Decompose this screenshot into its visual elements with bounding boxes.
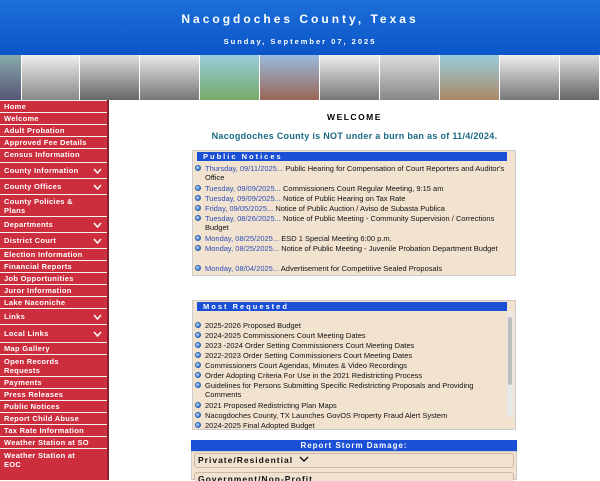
requested-item[interactable]: 2022-2023 Order Setting Commissioners Court Meeting Dates xyxy=(193,351,507,360)
banner-photo xyxy=(560,55,600,100)
notice-text: Notice of Public Auction / Aviso de Subasta Publica xyxy=(275,204,445,213)
most-requested-title: Most Requested xyxy=(197,302,507,311)
banner-photo xyxy=(140,55,200,100)
notice-text: Notice of Public Meeting - Community Supervision / Corrections Budget xyxy=(205,214,495,232)
banner-photo xyxy=(500,55,560,100)
notice-item[interactable] xyxy=(193,234,507,243)
bullet-icon xyxy=(195,185,201,191)
public-notices-panel xyxy=(192,150,516,276)
notice-date: Friday, 09/05/2025... xyxy=(205,204,274,213)
bullet-icon xyxy=(195,372,201,378)
bullet-icon xyxy=(195,245,201,251)
sidebar-item-report-child-abuse[interactable]: Report Child Abuse xyxy=(0,412,107,424)
sidebar-item-map-gallery[interactable]: Map Gallery xyxy=(0,342,107,354)
notice-date: Monday, 08/25/2025... xyxy=(205,234,280,243)
notice-date: Monday, 08/04/2025... xyxy=(205,264,280,273)
banner-photo xyxy=(200,55,260,100)
sidebar-item-election-information[interactable]: Election Information xyxy=(0,248,107,260)
notice-text: ESD 1 Special Meeting 6:00 p.m. xyxy=(281,234,392,243)
chevron-down-icon xyxy=(93,167,102,175)
storm-damage-panel xyxy=(191,451,517,480)
government-nonprofit-button[interactable]: Government/Non-Profit xyxy=(194,472,514,481)
bullet-icon xyxy=(195,362,201,368)
sidebar-item-local-links[interactable]: Local Links xyxy=(0,324,107,342)
notice-date: Thursday, 09/11/2025... xyxy=(205,164,284,173)
photo-banner xyxy=(0,55,600,100)
sidebar-item-county-policies-plans[interactable]: County Policies & Plans xyxy=(0,194,107,216)
notice-text: Public Hearing for Compensation of Court Reporters and Auditor's Office xyxy=(205,164,505,182)
bullet-icon xyxy=(195,382,201,388)
bullet-icon xyxy=(195,422,201,428)
chevron-down-icon xyxy=(93,313,102,321)
notice-text: Advertisement for Competitive Sealed Proposals xyxy=(280,264,443,273)
sidebar-item-tax-rate-information[interactable]: Tax Rate Information xyxy=(0,424,107,436)
requested-item[interactable]: Nacogdoches County, TX Launches GovOS Property Fraud Alert System xyxy=(193,411,507,420)
sidebar-item-home[interactable]: Home xyxy=(0,100,107,112)
notice-item[interactable] xyxy=(193,244,507,262)
notice-item[interactable] xyxy=(193,164,507,182)
sidebar-item-county-information[interactable]: County Information xyxy=(0,162,107,178)
sidebar-item-open-records-requests[interactable]: Open Records Requests xyxy=(0,354,107,376)
chevron-down-icon xyxy=(93,330,102,338)
requested-item[interactable]: 2023 -2024 Order Setting Commissioners Court Meeting Dates xyxy=(193,341,507,350)
sidebar-item-county-offices[interactable]: County Offices xyxy=(0,178,107,194)
bullet-icon xyxy=(195,205,201,211)
sidebar-item-weather-station-eoc[interactable]: Weather Station at EOC xyxy=(0,448,107,470)
most-requested-scrollbar[interactable] xyxy=(507,313,513,417)
sidebar-item-welcome[interactable]: Welcome xyxy=(0,112,107,124)
notice-item[interactable] xyxy=(193,204,507,213)
requested-item[interactable]: Order Adopting Criteria For Use in the 2021 Redistricting Process xyxy=(193,371,507,380)
site-title: Nacogdoches County, Texas xyxy=(181,12,419,26)
most-requested-panel xyxy=(192,300,516,430)
chevron-down-icon xyxy=(93,183,102,191)
chevron-down-icon xyxy=(93,221,102,229)
private-residential-button[interactable]: Private/Residential xyxy=(194,453,514,468)
notice-text: Notice of Public Meeting - Juvenile Probation Department Budget xyxy=(281,244,498,253)
requested-item[interactable]: 2024-2025 Final Adopted Budget xyxy=(193,421,507,430)
bullet-icon xyxy=(195,352,201,358)
bullet-icon xyxy=(195,235,201,241)
sidebar-item-job-opportunities[interactable]: Job Opportunities xyxy=(0,272,107,284)
banner-photo xyxy=(320,55,380,100)
banner-photo xyxy=(380,55,440,100)
sidebar-item-public-notices[interactable]: Public Notices xyxy=(0,400,107,412)
bullet-icon xyxy=(195,402,201,408)
sidebar-item-departments[interactable]: Departments xyxy=(0,216,107,232)
bullet-icon xyxy=(195,195,201,201)
requested-item[interactable]: Guidelines for Persons Submitting Specific Redistricting Proposals and Providing Comments xyxy=(193,381,507,399)
notice-date: Tuesday, 08/26/2025... xyxy=(205,214,281,223)
notice-item[interactable] xyxy=(193,184,507,193)
banner-photo xyxy=(22,55,80,100)
site-date: Sunday, September 07, 2025 xyxy=(223,37,377,46)
notice-date: Monday, 08/25/2025... xyxy=(205,244,280,253)
notice-date: Tuesday, 09/09/2025... xyxy=(205,184,281,193)
sidebar-item-census-information[interactable]: Census Information xyxy=(0,148,107,162)
bullet-icon xyxy=(195,322,201,328)
requested-item[interactable]: 2021 Proposed Redistricting Plan Maps xyxy=(193,401,507,410)
public-notices-title: Public Notices xyxy=(197,152,507,161)
site-header xyxy=(0,0,600,55)
welcome-heading: WELCOME xyxy=(327,112,382,122)
scrollbar-thumb[interactable] xyxy=(508,317,512,385)
bullet-icon xyxy=(195,332,201,338)
sidebar-item-press-releases[interactable]: Press Releases xyxy=(0,388,107,400)
storm-damage-title: Report Storm Damage: xyxy=(191,440,517,451)
chevron-down-icon xyxy=(299,455,309,463)
sidebar-item-lake-naconiche[interactable]: Lake Naconiche xyxy=(0,296,107,308)
sidebar-item-payments[interactable]: Payments xyxy=(0,376,107,388)
notice-item[interactable] xyxy=(193,264,507,273)
notice-item[interactable] xyxy=(193,194,507,203)
bullet-icon xyxy=(195,165,201,171)
sidebar-item-links[interactable]: Links xyxy=(0,308,107,324)
sidebar-nav xyxy=(0,100,107,480)
banner-photo xyxy=(260,55,320,100)
sidebar-item-approved-fee-details[interactable]: Approved Fee Details xyxy=(0,136,107,148)
notice-text: Notice of Public Hearing on Tax Rate xyxy=(282,194,406,203)
sidebar-item-district-court[interactable]: District Court xyxy=(0,232,107,248)
notice-item[interactable] xyxy=(193,214,507,232)
sidebar-item-juror-information[interactable]: Juror Information xyxy=(0,284,107,296)
bullet-icon xyxy=(195,412,201,418)
bullet-icon xyxy=(195,342,201,348)
banner-photo xyxy=(80,55,140,100)
sidebar-item-financial-reports[interactable]: Financial Reports xyxy=(0,260,107,272)
bullet-icon xyxy=(195,215,201,221)
banner-photo xyxy=(440,55,500,100)
chevron-down-icon xyxy=(93,237,102,245)
notice-date: Tuesday, 09/09/2025... xyxy=(205,194,281,203)
requested-item[interactable]: Commissioners Court Agendas, Minutes & Video Recordings xyxy=(193,361,507,370)
sidebar-item-adult-probation[interactable]: Adult Probation xyxy=(0,124,107,136)
bullet-icon xyxy=(195,265,201,271)
sidebar-item-weather-station-so[interactable]: Weather Station at SO xyxy=(0,436,107,448)
main-content xyxy=(109,100,600,480)
banner-photo xyxy=(0,55,22,100)
requested-item[interactable]: 2025-2026 Proposed Budget xyxy=(193,321,507,330)
requested-item[interactable]: 2024-2025 Commissioners Court Meeting Dates xyxy=(193,331,507,340)
burn-ban-notice: Nacogdoches County is NOT under a burn ban as of 11/4/2024. xyxy=(211,131,498,141)
notice-text: Commissioners Court Regular Meeting, 9:15 am xyxy=(282,184,444,193)
